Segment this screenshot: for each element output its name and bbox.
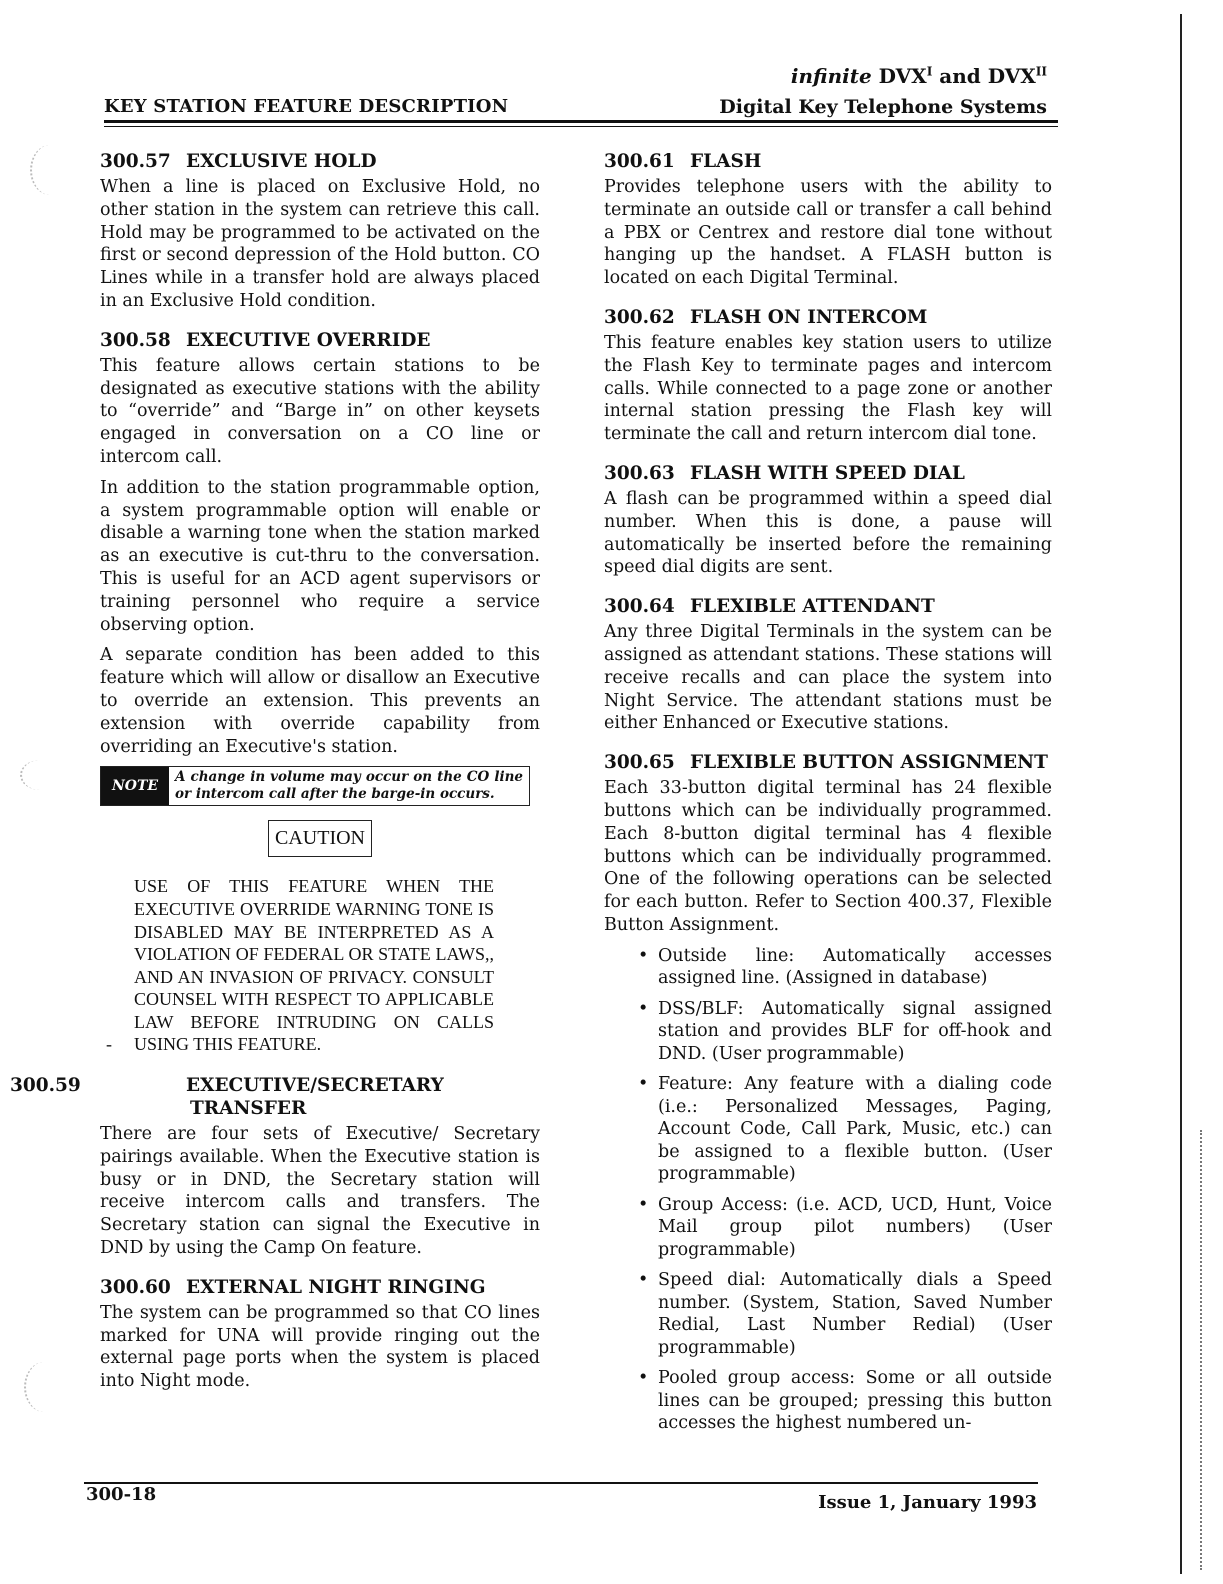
section-heading-300-64 (604, 595, 1052, 618)
paragraph: A separate condition has been added to this feature which will allow or disallow an Executive to override an extension. This prevents an extension with override capability from overriding an Executive's station. (100, 645, 540, 757)
paragraph: In addition to the station programmable option, a system programmable option will enable or disable a warning tone when the station marked as an executive is cut-thru to the conversation. This is useful for an ACD agent supervisors or training personnel who require a service observing option. (100, 477, 540, 635)
list-item: • Pooled group access: Some or all outside lines can be grouped; pressing this button accesses the highest numbered un- (638, 1367, 1052, 1435)
page-number: 300-18 (86, 1484, 157, 1505)
section-heading-300-58 (100, 329, 540, 352)
section-heading-300-57 (100, 150, 540, 173)
header-rule-thick (104, 120, 1058, 123)
caution-text-block (106, 875, 494, 1056)
list-item: • Speed dial: Automatically dials a Speed number. (System, Station, Saved Number Redial, Last Number Redial) (User programmable) (638, 1269, 1052, 1359)
section-number: 300.60 (100, 1276, 171, 1298)
paragraph: There are four sets of Executive/ Secretary pairings available. When the Executive station is busy or in DND, the Secretary station will receive intercom calls and transfers. The Secretary station can signal the Executive in DND by using the Camp On feature. (100, 1124, 540, 1259)
paragraph: Provides telephone users with the ability to terminate an outside call or transfer a call behind a PBX or Centrex and restore dial tone without hanging up the handset. A FLASH button is located on each Digital Terminal. (604, 177, 1052, 289)
header-and: and (939, 64, 981, 88)
section-number: 300.62 (604, 306, 675, 328)
section-title: FLASH (690, 151, 762, 172)
note-box (100, 766, 530, 806)
header-rule-thin (104, 126, 1058, 127)
header-product-b: DVX (987, 64, 1036, 88)
section-number: 300.63 (604, 462, 675, 484)
punch-hole-bottom (24, 1362, 64, 1412)
caution-text: USE OF THIS FEATURE WHEN THE EXECUTIVE OVERRIDE WARNING TONE IS DISABLED MAY BE INTERPRETED AS A VIOLATION OF FEDERAL OR STATE LAWS,, AND AN INVASION OF PRIVACY. CONSULT COUNSEL WITH RESPECT TO APPLICABLE LAW BEFORE INTRUDING ON CALLS USING THIS FEATURE. (134, 876, 494, 1055)
section-number: 300.58 (100, 329, 171, 351)
section-number: 300.65 (604, 752, 675, 774)
note-label: NOTE (101, 767, 169, 805)
header-sup-b: II (1035, 64, 1047, 79)
header-product-line (791, 64, 1047, 88)
list-item: • Feature: Any feature with a dialing code (i.e.: Personalized Messages, Paging, Account Code, Call Park, Music, etc.) can be assigned to a flexible button. (User programmable) (638, 1073, 1052, 1186)
right-margin-dots (1200, 1130, 1202, 1570)
paragraph: The system can be programmed so that CO lines marked for UNA will provide ringing out the external page ports when the system is placed into Night mode. (100, 1302, 540, 1392)
section-number: 300.57 (100, 151, 171, 172)
section-number: 300.61 (604, 151, 675, 172)
footer-rule (84, 1482, 1038, 1484)
section-title: EXCLUSIVE HOLD (186, 151, 377, 172)
list-item: • Group Access: (i.e. ACD, UCD, Hunt, Voice Mail group pilot numbers) (User programmable) (638, 1194, 1052, 1262)
section-heading-300-60 (100, 1276, 540, 1299)
note-text: A change in volume may occur on the CO line or intercom call after the barge-in occurs. (175, 769, 523, 803)
paragraph: This feature allows certain stations to be designated as executive stations with the ability to “override” and “Barge in” on other keysets engaged in conversation on a CO line or intercom call. (100, 355, 540, 467)
section-title: FLEXIBLE ATTENDANT (690, 596, 935, 618)
button-assignment-list (638, 945, 1052, 1435)
section-number: 300.59 (10, 1075, 81, 1097)
paragraph: This feature enables key station users to utilize the Flash Key to terminate pages and intercom calls. While connected to a page zone or another internal station pressing the Flash key will terminate the call and return intercom dial tone. (604, 332, 1052, 445)
header-product-a: DVX (878, 64, 927, 88)
section-heading-300-59 (10, 1074, 540, 1120)
header-brand: infinite (790, 64, 872, 88)
header-sup-a: I (926, 64, 933, 79)
section-title: EXECUTIVE OVERRIDE (186, 329, 431, 351)
punch-hole-middle (20, 760, 60, 790)
section-title: EXECUTIVE/SECRETARY TRANSFER (186, 1075, 444, 1120)
caution-label: CAUTION (268, 820, 372, 857)
section-title: FLEXIBLE BUTTON ASSIGNMENT (690, 752, 1048, 774)
paragraph: A flash can be programmed within a speed dial number. When this is done, a pause will automatically be inserted before the remaining speed dial digits are sent. (604, 488, 1052, 578)
section-heading-300-65 (604, 751, 1052, 774)
section-title: EXTERNAL NIGHT RINGING (186, 1276, 486, 1298)
paragraph: Any three Digital Terminals in the system can be assigned as attendant stations. These stations will receive recalls and can place the system into Night Service. The attendant stations must be either Enhanced or Executive stations. (604, 622, 1052, 734)
margin-mark: - (106, 1034, 112, 1055)
list-item: • Outside line: Automatically accesses assigned line. (Assigned in database) (638, 945, 1052, 990)
section-number: 300.64 (604, 596, 675, 618)
section-heading-300-63 (604, 462, 1052, 485)
right-margin-rule (1180, 14, 1182, 1574)
caution-label-wrap (100, 820, 540, 857)
issue-date: Issue 1, January 1993 (818, 1492, 1037, 1513)
header-section-title: KEY STATION FEATURE DESCRIPTION (104, 96, 509, 117)
list-item: • DSS/BLF: Automatically signal assigned station and provides BLF for off-hook and DND. (User programmable) (638, 998, 1052, 1066)
right-column (604, 150, 1052, 1443)
section-heading-300-62 (604, 306, 1052, 329)
section-title: FLASH ON INTERCOM (690, 306, 928, 328)
left-column (10, 150, 540, 1401)
paragraph: When a line is placed on Exclusive Hold, no other station in the system can retrieve this call. Hold may be programmed to be activated on the first or second depression of the Hold button. CO Lines while in a transfer hold are always placed in an Exclusive Hold condition. (100, 177, 540, 311)
section-heading-300-61 (604, 150, 1052, 173)
section-title: FLASH WITH SPEED DIAL (690, 462, 965, 484)
header-subtitle: Digital Key Telephone Systems (719, 96, 1047, 118)
punch-hole-top (30, 145, 70, 195)
paragraph: Each 33-button digital terminal has 24 flexible buttons which can be individually programmed. Each 8-button digital terminal has 4 flexible buttons which can be individually programmed. One of the following operations can be selected for each button. Refer to Section 400.37, Flexible Button Assignment. (604, 778, 1052, 935)
